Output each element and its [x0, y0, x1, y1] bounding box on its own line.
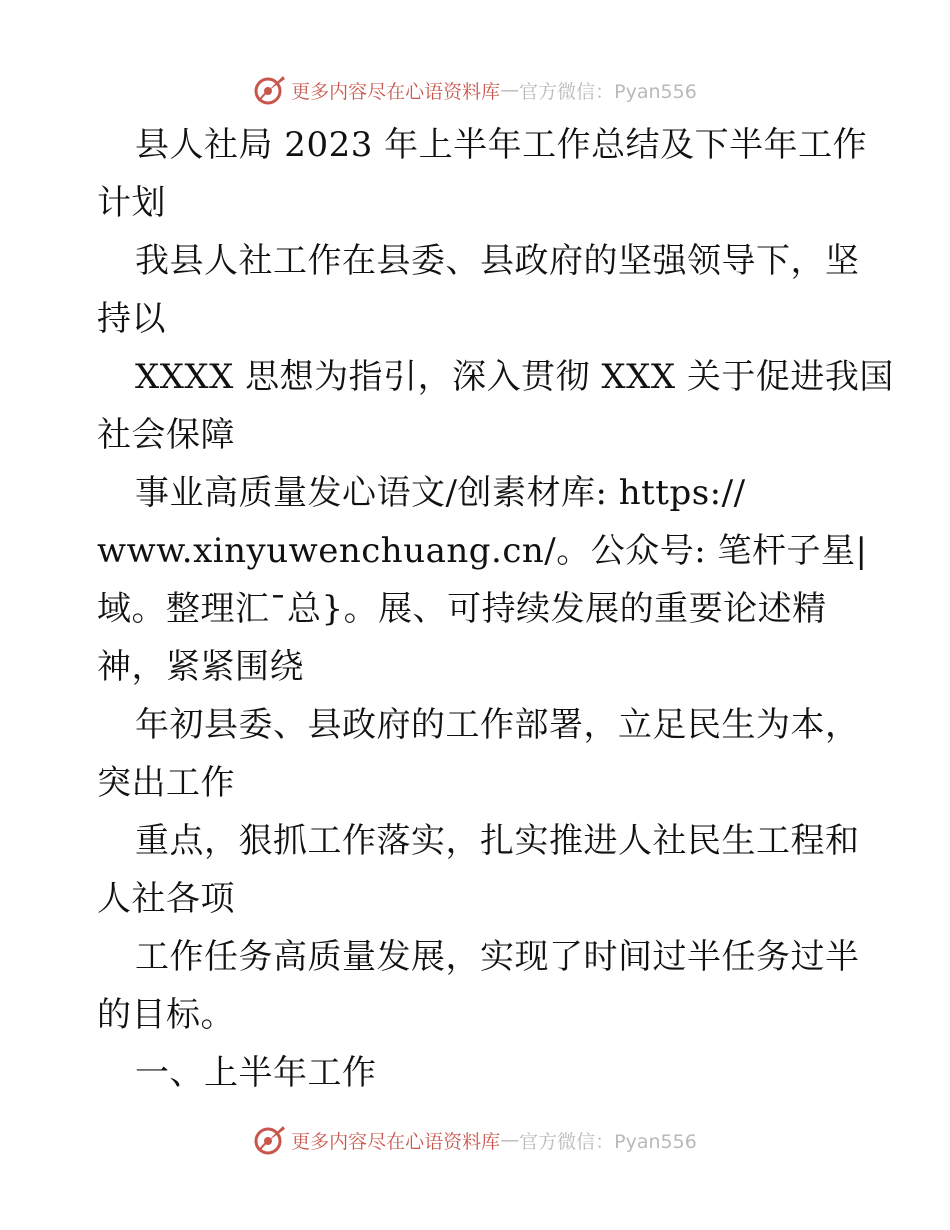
paragraph-line: 人社各项 [97, 879, 235, 919]
footer-watermark-banner [0, 1120, 950, 1160]
paragraph-line: 年初县委、县政府的工作部署，立足民生为本， [135, 705, 860, 745]
header-watermark-banner [0, 70, 950, 110]
paragraph-line: XXXX 思想为指引，深入贯彻 XXX 关于促进我国 [135, 357, 894, 397]
watermark-text: 更多内容尽在心语资料库 [291, 80, 501, 103]
paragraph-line: 域。整理汇¯总}。展、可持续发展的重要论述精 [97, 589, 827, 629]
watermark-wechat: 官方微信：Pyan556 [519, 1130, 697, 1153]
watermark-wechat: 官方微信：Pyan556 [519, 80, 697, 103]
paragraph-line: 突出工作 [97, 763, 235, 803]
paragraph-line: 社会保障 [97, 415, 235, 455]
paragraph-line: 事业高质量发心语文/创素材库: https:// [135, 473, 746, 513]
paragraph-line: 的目标。 [97, 995, 235, 1035]
paragraph-line: 我县人社工作在县委、县政府的坚强领导下，坚 [135, 241, 860, 281]
document-title-line: 计划 [97, 183, 166, 223]
section-heading: 一、上半年工作 [135, 1053, 377, 1093]
paragraph-line: 持以 [97, 299, 166, 339]
paragraph-line: 重点，狠抓工作落实，扎实推进人社民生工程和 [135, 821, 860, 861]
document-title-line: 县人社局 2023 年上半年工作总结及下半年工作 [135, 125, 868, 165]
quill-logo-icon [253, 1123, 287, 1157]
paragraph-line: 工作任务高质量发展，实现了时间过半任务过半 [135, 937, 860, 977]
quill-logo-icon [253, 73, 287, 107]
paragraph-line: www.xinyuwenchuang.cn/。公众号: 笔杆子星| [97, 531, 868, 571]
document-body [97, 116, 894, 1102]
watermark-separator: — [500, 79, 520, 101]
watermark-text: 更多内容尽在心语资料库 [291, 1130, 501, 1153]
watermark-separator: — [500, 1129, 520, 1151]
paragraph-line: 神，紧紧围绕 [97, 647, 304, 687]
